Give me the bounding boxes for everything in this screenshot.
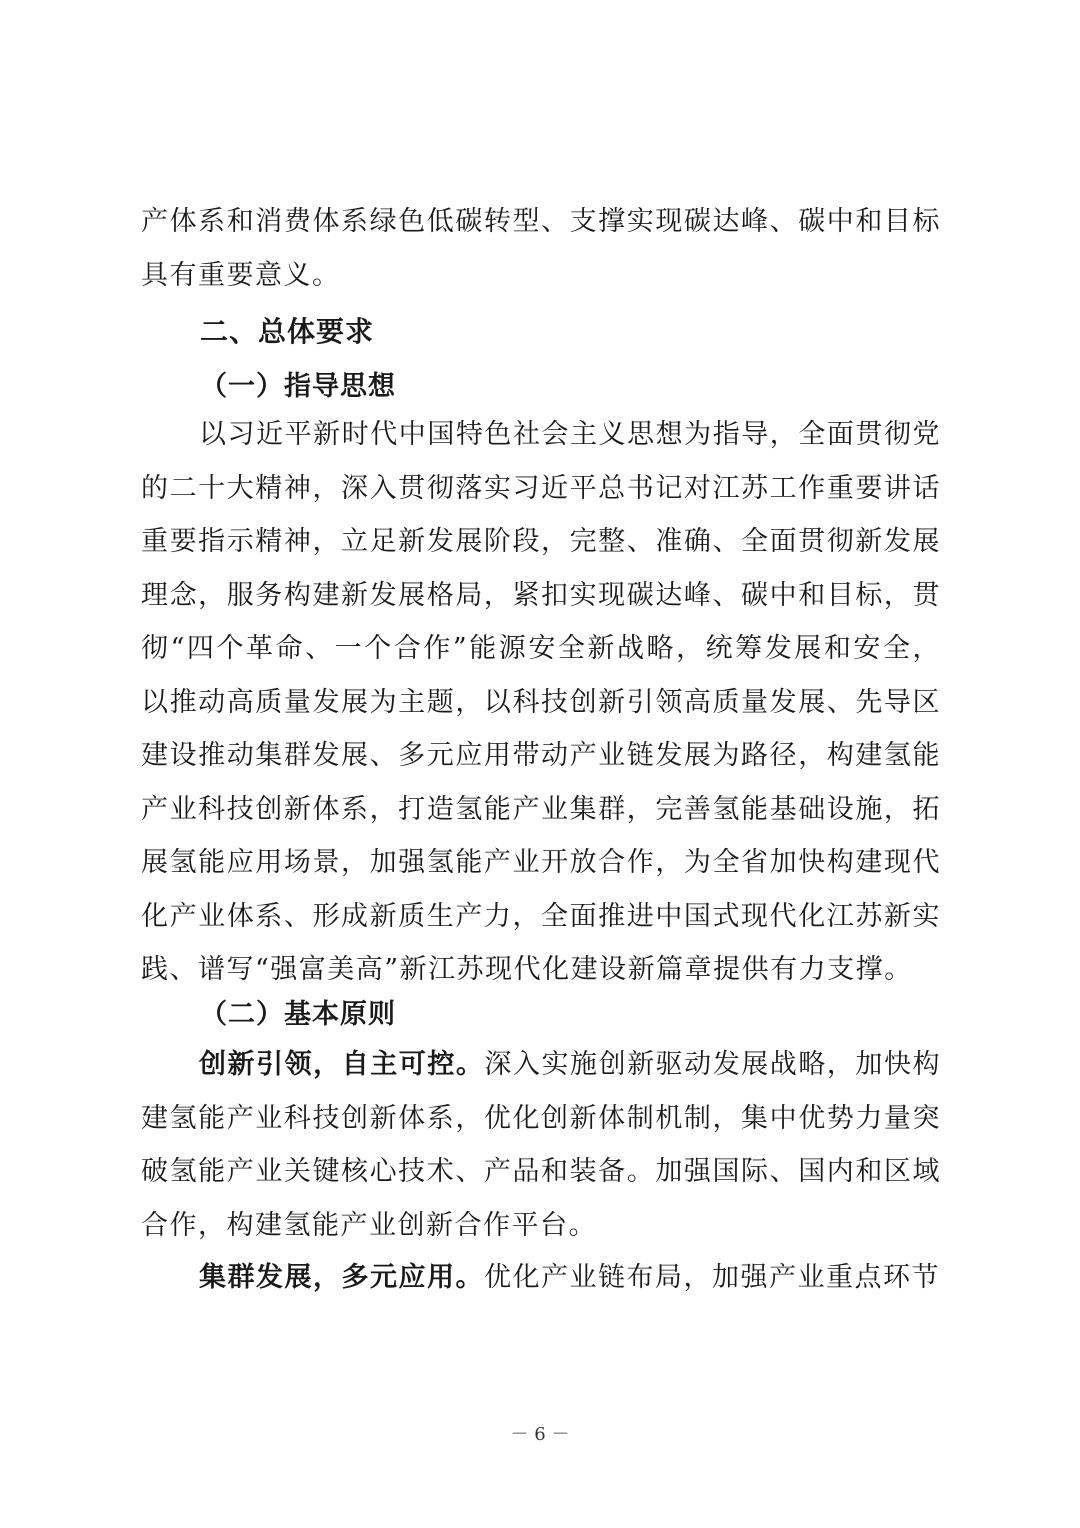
paragraph-principle-innovation [141, 1038, 941, 1252]
page-number: － 6 － [510, 1424, 570, 1445]
principle-body-innovation: 深入实施创新驱动发展战略，加快构建氢能产业科技创新体系，优化创新体制机制，集中优势力量突破氢能产业关键核心技术、产品和装备。加强国际、国内和区域合作，构建氢能产业创新合作平台。 [141, 1049, 942, 1241]
paragraph-principle-cluster [141, 1251, 941, 1305]
section-heading-overall-requirements: 二、总体要求 [200, 315, 375, 348]
paragraph-guiding-ideology: 以习近平新时代中国特色社会主义思想为指导，全面贯彻党的二十大精神，深入贯彻落实习近平总书记对江苏工作重要讲话重要指示精神，立足新发展阶段，完整、准确、全面贯彻新发展理念，服务构建新发展格局，紧扣实现碳达峰、碳中和目标，贯彻“四个革命、一个合作”能源安全新战略，统筹发展和安全，以推动高质量发展为主题，以科技创新引领高质量发展、先导区建设推动集群发展、多元应用带动产业链发展为路径，构建氢能产业科技创新体系，打造氢能产业集群，完善氢能基础设施，拓展氢能应用场景，加强氢能产业开放合作，为全省加快构建现代化产业体系、形成新质生产力，全面推进中国式现代化江苏新实践、谱写“强富美高”新江苏现代化建设新篇章提供有力支撑。 [141, 419, 941, 985]
principle-body-cluster: 优化产业链布局，加强产业重点环节 [484, 1262, 940, 1293]
principle-lead-innovation: 创新引领，自主可控。 [199, 1049, 485, 1080]
principle-lead-cluster: 集群发展，多元应用。 [199, 1262, 484, 1293]
paragraph-continuation: 产体系和消费体系绿色低碳转型、支撑实现碳达峰、碳中和目标具有重要意义。 [141, 206, 941, 291]
subsection-heading-basic-principles: （二）基本原则 [200, 999, 396, 1030]
subsection-heading-guiding-ideology: （一）指导思想 [200, 371, 396, 402]
